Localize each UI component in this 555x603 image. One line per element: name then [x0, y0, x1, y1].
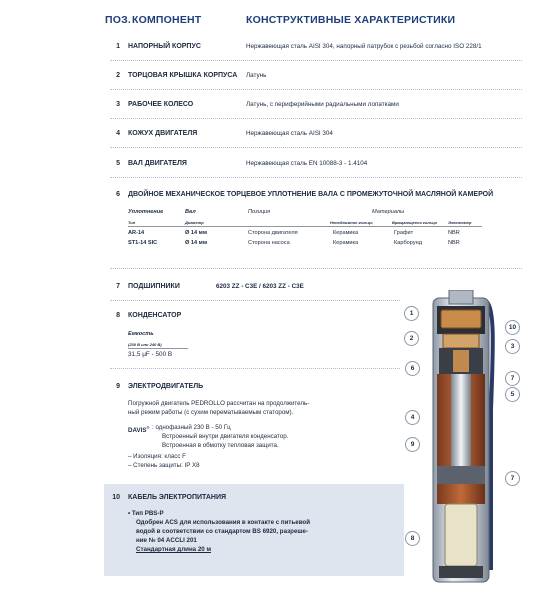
lower-bearing: [437, 466, 485, 484]
row-component: ВАЛ ДВИГАТЕЛЯ: [128, 160, 187, 167]
row-num: 1: [116, 43, 120, 50]
seal-cell: Сторона двигателя: [248, 230, 298, 236]
divider: [110, 118, 522, 119]
motor-line1: Погружной двигатель PEDROLLO рассчитан на продолжитель-: [128, 400, 310, 407]
divider: [110, 268, 522, 269]
cable-l2: водой в соответствии со стандартом BS 6920, разреше-: [136, 528, 309, 535]
row-desc: 6203 ZZ - C3E / 6203 ZZ - C3E: [216, 283, 304, 290]
row-component: КОЖУХ ДВИГАТЕЛЯ: [128, 130, 198, 137]
row-desc: Латунь: [246, 72, 267, 79]
brass-cover: [441, 310, 481, 328]
capacitor-shape: [445, 504, 477, 566]
motor-insulation: – Изоляция: класс F: [128, 453, 186, 460]
seal-cell: Ø 14 мм: [185, 230, 207, 236]
header-component: КОМПОНЕНТ: [132, 14, 202, 26]
row-num: 7: [116, 283, 120, 290]
cable-type: • Тип PBS-P: [128, 510, 164, 517]
seal-cell: NBR: [448, 240, 460, 246]
seal-col-position: Позиция: [248, 209, 271, 215]
callout: 2: [404, 331, 419, 346]
seal-cell: Керамика: [333, 240, 359, 246]
header-characteristics: КОНСТРУКТИВНЫЕ ХАРАКТЕРИСТИКИ: [246, 14, 456, 26]
seal-col-shaft: Вал: [185, 209, 196, 215]
callout: 5: [505, 387, 520, 402]
callout: 6: [405, 361, 420, 376]
seal-cell: Ø 14 мм: [185, 240, 207, 246]
lower-winding: [437, 484, 485, 504]
divider: [110, 89, 522, 90]
seal-col-type-sub: Тип: [128, 220, 136, 225]
bottom-cap: [439, 566, 483, 578]
row-num: 4: [116, 130, 120, 137]
cable-l4: Стандартная длина 20 м: [136, 546, 212, 553]
rotor-shape: [451, 374, 471, 466]
row-desc: Нержавеющая сталь AISI 304: [246, 130, 333, 137]
callout: 7: [505, 471, 520, 486]
davis-text: DAVIS: [128, 427, 147, 435]
capacity-label: Емкость: [128, 331, 154, 337]
row-component: НАПОРНЫЙ КОРПУС: [128, 43, 201, 50]
divider: [110, 147, 522, 148]
row-component: КОНДЕНСАТОР: [128, 312, 182, 319]
davis-label: [128, 424, 149, 436]
row-component: ЭЛЕКТРОДВИГАТЕЛЬ: [128, 383, 204, 390]
seal-col-shaft-sub: Диаметр: [185, 220, 204, 225]
seal-cell: Графит: [394, 230, 414, 236]
cable-l3: ние № 04 ACCLI 201: [136, 537, 197, 544]
callout: 10: [505, 320, 520, 335]
header-pos: ПОЗ.: [105, 14, 132, 26]
seal-title: ДВОЙНОЕ МЕХАНИЧЕСКОЕ ТОРЦЕВОЕ УПЛОТНЕНИЕ ВАЛА С ПРОМЕЖУТОЧНОЙ МАСЛЯНОЙ КАМЕРОЙ: [128, 191, 494, 198]
callout: 9: [405, 437, 420, 452]
seal-cell: Сторона насоса: [248, 240, 290, 246]
callout: 1: [404, 306, 419, 321]
discharge-outlet: [449, 290, 473, 304]
seal-col-materials: Материалы: [372, 209, 405, 215]
row-num: 10: [112, 494, 120, 501]
davis-desc2: Встроенный внутри двигателя конденсатор.: [162, 433, 289, 440]
seal-cell: ST1-14 SIC: [128, 240, 158, 246]
seal-cell: NBR: [448, 230, 460, 236]
row-component: РАБОЧЕЕ КОЛЕСО: [128, 101, 194, 108]
seal-core: [453, 350, 469, 372]
row-num: 9: [116, 383, 120, 390]
row-desc: Нержавеющая сталь EN 10088-3 - 1.4104: [246, 160, 368, 167]
seal-cell: Карборунд: [394, 240, 422, 246]
divider: [110, 300, 400, 301]
seal-cell: Керамика: [333, 230, 359, 236]
impeller-shape: [443, 334, 479, 348]
callout: 8: [405, 531, 420, 546]
capacity-value: 31,5 μF - 500 В: [128, 351, 173, 358]
row-num: 5: [116, 160, 120, 167]
divider: [110, 177, 522, 178]
davis-sup: ®: [146, 425, 150, 430]
seal-table-rule: [128, 226, 482, 227]
seal-sub-elastomer: Эластомер: [448, 220, 472, 225]
row-component: ТОРЦОВАЯ КРЫШКА КОРПУСА: [128, 72, 238, 79]
davis-desc1: : однофазный 230 В - 50 Гц: [152, 424, 231, 431]
divider: [110, 60, 522, 61]
motor-protection: – Степень защиты: IP X8: [128, 462, 200, 469]
seal-cell: AR-14: [128, 230, 145, 236]
davis-desc3: Встроенная в обмотку тепловая защита.: [162, 442, 279, 449]
cable-l1: Одобрен ACS для использования в контакте с питьевой: [136, 519, 311, 526]
row-desc: Нержавеющая сталь AISI 304, напорный патрубок с резьбой согласно ISO 228/1: [246, 43, 482, 50]
row-component: ПОДШИПНИКИ: [128, 283, 180, 290]
callout: 7: [505, 371, 520, 386]
motor-line2: ный режим работы (с сухим перематываемым статором).: [128, 409, 294, 416]
row-num: 3: [116, 101, 120, 108]
row-desc: Латунь, с периферийными радиальными лопатками: [246, 101, 399, 108]
seal-sub-fixed: Неподвижное кольцо: [330, 220, 373, 225]
seal-col-type: Уплотнение: [128, 209, 164, 215]
row-component: КАБЕЛЬ ЭЛЕКТРОПИТАНИЯ: [128, 494, 227, 501]
row-num: 8: [116, 312, 120, 319]
callout: 3: [505, 339, 520, 354]
row-num: 2: [116, 72, 120, 79]
divider: [110, 368, 400, 369]
row-num: 6: [116, 191, 120, 198]
capacity-rule: [128, 348, 188, 349]
callout: 4: [405, 410, 420, 425]
seal-sub-rotating: Вращающееся кольцо: [392, 220, 438, 225]
capacity-voltage: (230 В или 240 В): [128, 342, 162, 347]
